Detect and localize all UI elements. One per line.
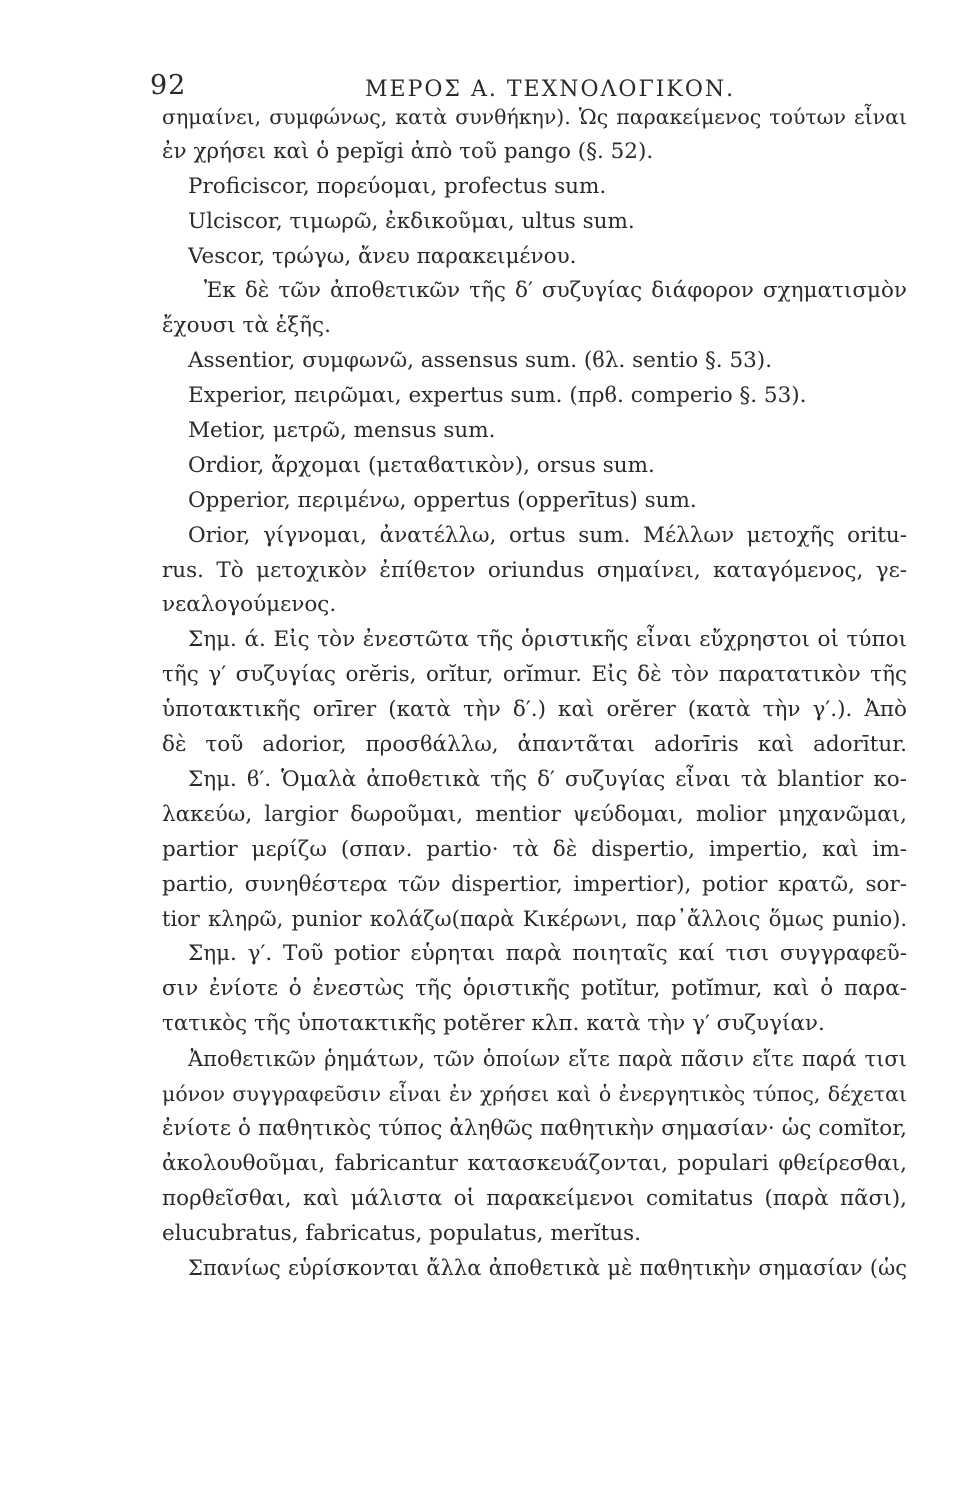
page-body xyxy=(162,100,907,1286)
text-line: Σπανίως εὑρίσκονται ἄλλα ἀποθετικὰ μὲ παθητικὴν σημασίαν (ὡς xyxy=(188,1256,907,1281)
text-line: Ulciscor, τιμωρῶ, ἐκδικοῦμαι, ultus sum. xyxy=(188,208,635,234)
text-line: ἔχουσι τὰ ἑξῆς. xyxy=(162,313,331,339)
text-line: ὑποτακτικῆς orīrer (κατὰ τὴν δ′.) καὶ orĕrer (κατὰ τὴν γ′.). Ἀπὸ xyxy=(162,697,907,723)
text-line: Ἀποθετικῶν ῥημάτων, τῶν ὁποίων εἴτε παρὰ πᾶσιν εἴτε παρά τισι xyxy=(188,1047,907,1072)
text-line: partior μερίζω (σπαν. partio· τὰ δὲ dispertio, impertio, καὶ im- xyxy=(162,836,907,862)
text-line: Experior, πειρῶμαι, expertus sum. (πρϐ. comperio §. 53). xyxy=(188,383,807,409)
text-line: Orior, γίγνομαι, ἀνατέλλω, ortus sum. Μέλλων μετοχῆς oritu- xyxy=(188,522,907,548)
text-line: elucubratus, fabricatus, populatus, merĭtus. xyxy=(162,1220,641,1246)
text-line: Σημ. ά. Εἰς τὸν ἐνεστῶτα τῆς ὁριστικῆς εἶναι εὔχρηστοι οἱ τύποι xyxy=(188,627,907,653)
text-line: Assentior, συμφωνῶ, assensus sum. (ϐλ. sentio §. 53). xyxy=(188,348,773,374)
text-line: Metior, μετρῶ, mensus sum. xyxy=(188,418,496,444)
running-head: ΜΕΡΟΣ Α. ΤΕΧΝΟΛΟΓΙΚΟΝ. xyxy=(365,77,736,102)
text-line: Σημ. γ′. Τοῦ potior εὑρηται παρὰ ποιηταῖς καί τισι συγγραφεῦ- xyxy=(188,941,907,967)
text-line: Ordior, ἄρχομαι (μεταϐατικὸν), orsus sum. xyxy=(188,452,655,478)
text-line: ἐν χρήσει καὶ ὁ pepĭgi ἀπὸ τοῦ pango (§. 52). xyxy=(162,138,654,164)
page-number: 92 xyxy=(150,70,187,101)
text-line: σιν ἐνίοτε ὁ ἐνεστὼς τῆς ὁριστικῆς potĭtur, potĭmur, καὶ ὁ παρα- xyxy=(162,976,907,1002)
text-line: Opperior, περιμένω, oppertus (opperītus) sum. xyxy=(188,487,697,513)
text-line: ἐνίοτε ὁ παθητικὸς τύπος ἀληθῶς παθητικὴν σημασίαν· ὡς comĭtor, xyxy=(162,1115,907,1141)
text-line: νεαλογούμενος. xyxy=(162,592,337,618)
text-line: Vescor, τρώγω, ἄνευ παρακειμένου. xyxy=(188,243,577,269)
text-line: Σημ. ϐ′. Ὁμαλὰ ἀποθετικὰ τῆς δ′ συζυγίας εἶναι τὰ blantior κο- xyxy=(188,766,907,792)
text-line: μόνον συγγραφεῦσιν εἶναι ἐν χρήσει καὶ ὁ ἐνεργητικὸς τύπος, δέχεται xyxy=(162,1081,907,1106)
text-line: ἀκολουθοῦμαι, fabricantur κατασκευάζονται, populari φθείρεσθαι, xyxy=(162,1150,907,1176)
text-line: δὲ τοῦ adorior, προσϐάλλω, ἀπαντᾶται adorīris καὶ adorītur. xyxy=(162,732,907,758)
text-line: τατικὸς τῆς ὑποτακτικῆς potĕrer κλπ. κατὰ τὴν γ′ συζυγίαν. xyxy=(162,1011,825,1037)
text-line: λακεύω, largior δωροῦμαι, mentior ψεύδομαι, molior μηχανῶμαι, xyxy=(162,801,907,827)
text-line: σημαίνει, συμφώνως, κατὰ συνθήκην). Ὡς παρακείμενος τούτων εἶναι xyxy=(162,105,907,129)
text-line: tior κληρῶ, punior κολάζω(παρὰ Κικέρωνι, παρ᾽ἄλλοις ὅμως punio). xyxy=(162,907,907,932)
text-line: πορθεῖσθαι, καὶ μάλιστα οἱ παρακείμενοι comitatus (παρὰ πᾶσι), xyxy=(162,1185,907,1211)
text-line: τῆς γ′ συζυγίας orĕris, orĭtur, orĭmur. Εἰς δὲ τὸν παρατατικὸν τῆς xyxy=(162,662,907,688)
text-line: Ἐκ δὲ τῶν ἀποθετικῶν τῆς δ′ συζυγίας διάφορον σχηματισμὸν xyxy=(204,278,907,304)
text-line: Proficiscor, πορεύομαι, profectus sum. xyxy=(188,173,607,199)
text-line: rus. Τὸ μετοχικὸν ἐπίθετον oriundus σημαίνει, καταγόμενος, γε- xyxy=(162,557,907,583)
text-line: partio, συνηθέστερα τῶν dispertior, impertior), potior κρατῶ, sor- xyxy=(162,871,907,897)
